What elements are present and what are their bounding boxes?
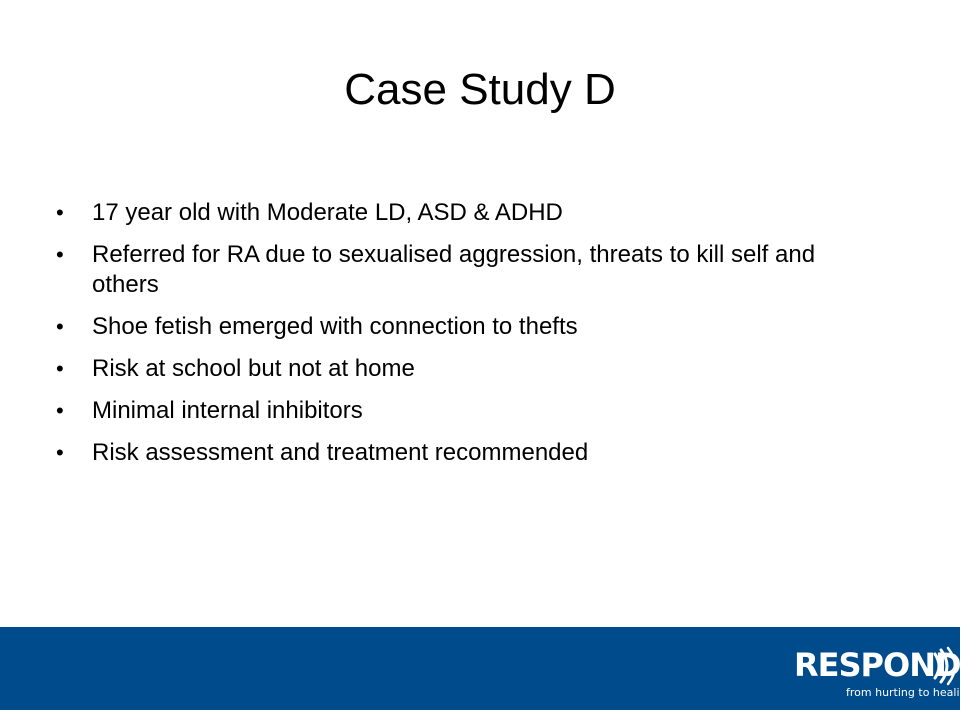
- bullet-text: Shoe fetish emerged with connection to thefts: [92, 313, 578, 340]
- sound-waves-icon: [932, 648, 958, 684]
- logo-tagline: from hurting to healing: [846, 686, 973, 699]
- bullet-text: Risk at school but not at home: [92, 355, 415, 382]
- bullet-text: Minimal internal inhibitors: [92, 397, 363, 424]
- logo-wordmark: RESPOND: [794, 646, 961, 684]
- bullet-item: [56, 240, 886, 300]
- bullet-item: [56, 312, 886, 342]
- bullet-text: 17 year old with Moderate LD, ASD & ADHD: [92, 199, 563, 226]
- bullet-dot: •: [56, 242, 64, 267]
- bullet-item: [56, 396, 886, 426]
- slide-title: Case Study D: [344, 65, 616, 114]
- bullet-dot: •: [56, 356, 64, 381]
- bullet-dot: •: [56, 200, 64, 225]
- bullet-dot: •: [56, 398, 64, 423]
- bullet-dot: •: [56, 440, 64, 465]
- bullet-text: Risk assessment and treatment recommended: [92, 439, 589, 466]
- bullet-dot: •: [56, 314, 64, 339]
- bullet-item: [56, 354, 886, 384]
- bullet-text: Referred for RA due to sexualised aggression, threats to kill self and others: [92, 241, 816, 298]
- bullet-item: [56, 198, 886, 228]
- respond-logo: [794, 640, 973, 702]
- bullet-list: [56, 198, 886, 480]
- bullet-item: [56, 438, 886, 468]
